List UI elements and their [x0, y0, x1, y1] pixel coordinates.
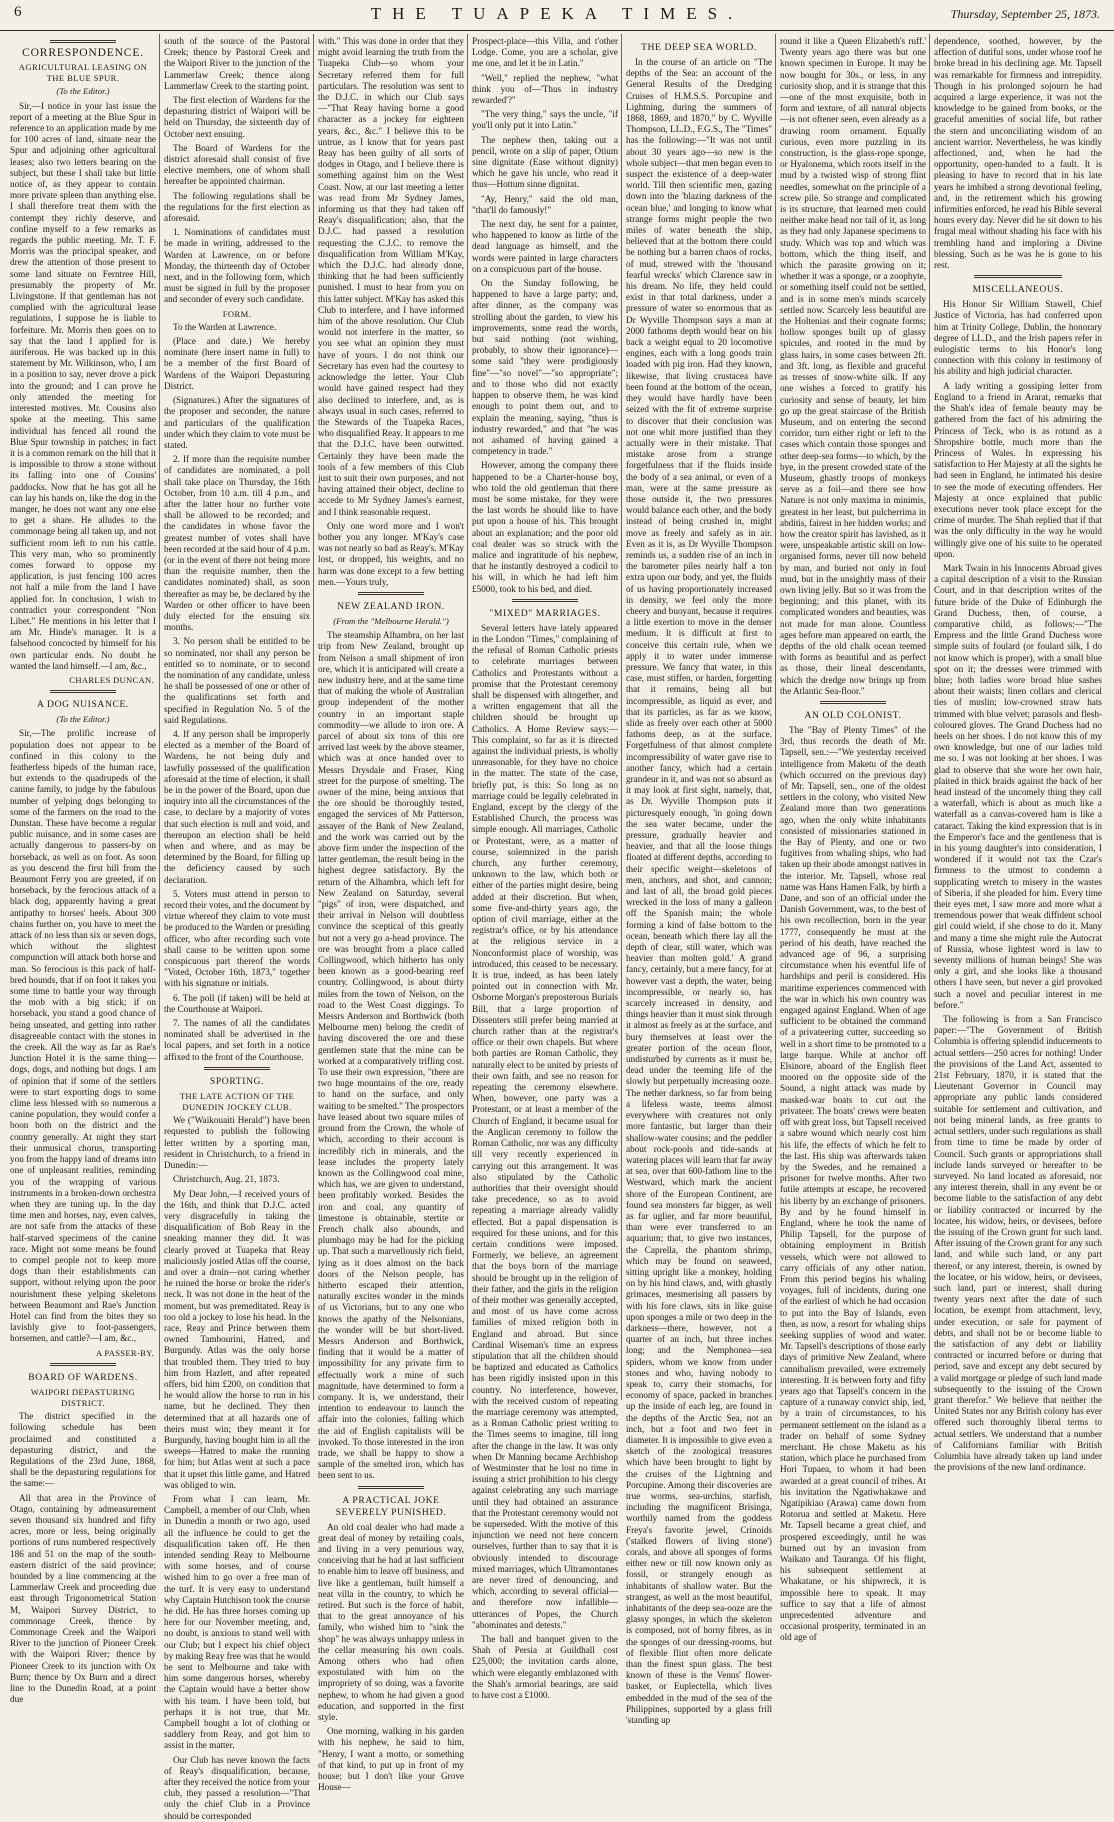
column-4 [472, 36, 618, 1701]
article-paragraph: Only one word more and I won't bother you any longer. M'Kay's case was not nearly so bad as Reay's. M'Kay lost, or dropped, his weights, and no harm was done except to a few betting men.—Yours truly, [318, 520, 464, 587]
section-divider [50, 690, 116, 693]
article-paragraph: Several letters have lately appeared in the London "Times," complaining of the refusal of Roman Catholic priests to celebrate marriages between Catholics and Protestants without a promise that the Protestant ceremony shall be dispensed with altogether, and a written engagement that all the children should be brought up Catholics. A Home Review says:—This complaint, so far as it is directed against the individual priests, is wholly unreasonable, for they have no choice in the matter. The state of the case, briefly put, is this: So long as no marriage could be legally celebrated in England, except by the clergy of the Established Church, the process was simple enough. All marriages, Catholic or Protestant, were, as a matter of course, solemnized in the parish church, any further ceremony, unknown to the law, which both or either of the parties might desire, being added at their discretion. But when, some five-and-thirty years ago, the option of civil marriage, either at the registrar's office, or by his attendance at the religious service in a Nonconformist place of worship, was introduced, this ceased to be necessary. It is true, indeed, as has been lately pointed out in connection with Mr. Osborne Morgan's preposterous Burials Bill, that a large proportion of Dissenters still prefer being married at church rather than at the registrar's office or their own chapels. But where both parties are Roman Catholic, they naturally elect to be united by priests of their own faith, and see no reason for repeating the ceremony elsewhere. When, however, one party was a Protestant, or at least a member of the Church of England, it became usual for the Anglican ceremony to follow the Roman Catholic, nor was any difficulty till very recently experienced in carrying out this arrangement. It was also stipulated by the Catholic authorities that their oversight should take precedence, so as to avoid repeating a marriage already validly effected. But a papal dispensation is required for these unions, and for this certain conditions were imposed. Formerly, we believe, an agreement that the boys born of the marriage should be brought up in the religion of their father, and the girls in the religion of their mother was generally accepted, and most of us have come across families of mixed religion both in England and abroad. But since Cardinal Wiseman's time an express stipulation that all the children should be baptized and educated as Catholics has been rigidly insisted upon in this country. No interference, however, with the received custom of repeating the marriage ceremony was attempted, as a Roman Catholic priest writing to the Times seems to imagine, till long after the change in the law. It was only when Dr Manning became Archbishop of Westminster that he lost no time in issuing a strict prohibition to his clergy against celebrating any such marriage until they had obtained an assurance that the Protestant ceremony would not be superseded. With the motive of this injunction we need not here concern ourselves, further than to say that it is obviously intended to discourage mixed marriages, which Ultramontanes are never tired of denouncing, and which, according to several official—and therefore now infallible—utterances of Popes, the Church "abominates and detests." [472, 622, 618, 1630]
article-paragraph: with." This was done in order that they might avoid learning the truth from the Tuapeka Club—so whom your Secretary referred them for full particulars. The resolution was sent to the D.J.C. in which our Club says—"That Reay having borne a good character as a jockey for eighteen years, &c., &c." I believe this to be untrue, as I know that for years past Reay has been guilty of all sorts of dodges in Otago, and I believe there is something against him on the West Coast. Now, at our last meeting a letter was read from Mr Sydney James, informing us that they had taken off Reay's disqualification; also, that the D.J.C. had passed a resolution requesting the C.J.C. to remove the disqualification from William M'Kay, which the D.J.C. had already done, thinking that he had been sufficiently punished. I must to hear from you on this latter subject. M'Kay has asked this Club to interfere, and I have informed him of the above resolution. Our Club would not interfere in the matter, so you see what an opinion they must have of yours. I do not think our Secretary has even had the courtesy to acknowledge the letter. Your Club would have gained respect had they also declined to interfere, and, as is always usual in such cases, referred to the Stewards of the Tuapeka Races, who disqualified Reay. It appears to me that the D.J.C. have been outwitted. Certainly they have been made the tools of a few members of this Club just to suit their own purposes, and not having attained their object, decline to accede to Mr Sydney James's earnest, and I think reasonable request. [318, 36, 464, 517]
issue-date: Thursday, September 25, 1873. [950, 7, 1100, 21]
article-heading: CORRESPONDENCE. [22, 46, 144, 59]
section-divider [358, 1486, 424, 1489]
masthead [0, 0, 1114, 31]
column-5 [626, 36, 772, 1726]
article-paragraph: The steamship Alhambra, on her last trip from New Zealand, brought up from Nelson a small shipment of iron ore, which it is anticipated will create a new industry here, and at the same time that of making the whole of Australian group independent of the mother country in an important staple commodity—we allude to iron ore. A parcel of about six tons of this ore arrived last week by the above steamer, which was at once handed over to Messrs Drysdale and Fraser, King street for the purpose of smelting. The owner of the mine, being anxious that the ore should be thoroughly tested, engaged the services of Mr Patterson, assayer of the Bank of New Zealand, and the work was carried out by the above firm under the inspection of the latter gentleman, the result being in the highest degree satisfactory. By the return of the Alhambra, which left for New Zealand on Saturday, several "pigs" of iron, were dispatched, and their arrival in Nelson will doubtless convince the sceptical of this greatly but not a very go a-head province. The ore was brought from a place called Collingwood, which hitherto has only been known as a good-bearing reef country. Collingwood, is about thirty miles from the town of Nelson, on the road to the West Coast diggings. To Messrs Anderson and Borthwick (both Melbourne men) belong the credit of having discovered the ore and these gentlemen state that the mine can be worked at a comparatively trifling cost. To use their own expression, "there are two huge mountains of the ore, ready to hand on the surface, and only waiting to be smelted." The prospectors have leased about two square miles of ground from the Crown, the whole of which, according to their account is incredibly rich in minerals, and the lease includes the property lately known as the Collingwood coal mine, which has, we are given to understand, been profitably worked. Besides the iron and coal, any quantity of limestone is obtainable, stertite or French chalk also abounds, and plumbago may be had for the picking up. That such a marvellously rich field, lying as it does almost on the back doors of the Nelson people, has hitherto escaped their attention, naturally excites wonder in the minds of us Victorians, but to any one who knows the apathy of the Nelsonians, the wonder will be but short-lived. Messrs Anderson and Borthwick, finding that it would be a matter of impossibility for any private firm to effectually work a mine of such magnitude, have determined to form a company. It is, we understand, their intention to endeavour to launch the affair into the colonies, falling which the aid of English capitalists will be invoked. To those interested in the iron trade, we shall be happy to show a sample of the smelted iron, which has been sent to us. [318, 630, 464, 1481]
article-paragraph: Prospect-place—this Villa, and t'other Lodge. Come, you are a scholar, give me one, and let it be in Latin." [472, 36, 618, 69]
article-heading: NEW ZEALAND IRON. [337, 600, 445, 612]
article-heading: A DOG NUISANCE. [37, 699, 129, 711]
article-paragraph: (Signatures.) After the signatures of the proposer and seconder, the nature and particulars of the qualification under which they claim to vote must be stated. [164, 395, 310, 450]
column-rule [621, 34, 622, 1400]
section-divider [358, 592, 424, 595]
article-paragraph: Sir,—The prolific increase of population does not appear to be confined in this colony to the featherless bipeds of the human race, but extends to the quadrupeds of the canine family, to judge by the fabulous number of yelping dogs belonging to some of the farmers on the road to the Dunstan. These have become a regular public nuisance, and in some cases are actually dangerous to passers-by on horseback, as well as on foot. As soon as you descend the first hill from the Beaumont Ferry you are greeted, if on horseback, by the ferocious attack of a black dog, apparently having a great antipathy to horses' heels. About 300 chains further on, you have to meet the attack of no less than six or seven dogs, which without the slightest compunction will attack both horse and man. So ferocious is this pack of half-bred hounds, that if on foot it takes you some time to battle your way through the mob with a big stick; if on horseback, you stand a good chance of being unseated, and getting into rather disagreeable contact with the stones in the creek. All the way as far as Rae's Junction Hotel it is the same thing—dogs, dogs, and nothing but dogs. I am of opinion that if some of the settlers were to start exporting dogs to some clime less blessed with so numerous a canine population, they would confer a boon both on the district and the country generally. At night they start their unmusical chorus, transporting you from the happy land of dreams into one of unpleasant realities, reminding you of the wrapping of various instruments in a broken-down orchestra when they are tuning up. In the day time men and horses, nay, even calves, are not safe from the attacks of these half-starved specimens of the canine race. Might not some means be found to compel people not to keep more dogs than their establishments can support, without relying upon the poor nourishment these yelping skeletons between Beaumont and Rae's Junction Hotel can find from the bites they so lavishly give to foot-passengers, horsemen, and cattle?—I am, &c., [10, 728, 156, 1344]
article-paragraph: To the Warden at Lawrence. [173, 321, 277, 332]
column-rule [159, 34, 160, 1400]
article-paragraph: The "Bay of Plenty Times" of the 3rd, thus records the death of Mr. Tapsell, sen.:—"We yesterday received intelligence from Maketu of the death (which occurred on the previous day) of Mr. Tapsell, sen., one of the oldest settlers in the colony, who visited New Zealand more than two generations ago, when the only white inhabitants consisted of missionaries stationed in the Bay of Plenty, and one or two fugitives from whaling ships, who had taken up their abode amongst natives in the interior. Mr. Tapsell, whose real name was Hans Hamen Falk, by birth a Dane, and son of an official under the Danish Government, was, to the best of his own recollection, born in the year 1777, consequently he must at the period of his death, have reached the advanced age of 96, a surprising circumstance when his eventful life of hardships and peril is considered. His maritime experiences commenced with the war in which his own country was engaged against England. When of age sufficient to be obtained the command of a privateering cutter, succeeding so well in a short time to be promoted to a large barque. While at anchor off Elsinore, aboard of the English fleet moored on the opposite side of the Sound, a night attack was made by masked-war boats to cut out the privateer. The boats' crews were beaten off with great loss, but Tapsell received a sabre wound which nearly cost him his life, the effects of which he felt to the last. His ship was afterwards taken by the Swedes, and he remained a prisoner for twelve months. After two futile attempts at escape, he recovered his liberty by an exchange of prisoners. By and by he found himself in England, where he took the name of Philip Tapsell, for the purpose of obtaining employment in British vessels, which were not allowed to carry officials of any other nation. From this period begins his whaling voyages, full of incidents, during one of the earliest of which he had occasion to put into the Bay of Islands, even then, as now, a resort for whaling ships seeking supplies of wood and water. Mr. Tapsell's descriptions of those early days of primitive New Zealand, where cannibalism prevailed, were extremely interesting. It is between forty and fifty years ago that Tapsell's concern in the capture of a runaway convict ship, led, by a train of circumstances, to his permanent settlement on the island as a trader on behalf of some Sydney merchant. He chose Maketu as his station, which place he purchased from Hori Tupaea, to whom it had been awarded at a great council of tribes. At his invitation the Ngatiwhakawe and Ngatipikiao (Arawa) came down from Rotorua and settled at Maketu. Here Mr. Tapsell became a great chief, and prospered exceedingly, until he was burned out by an invasion from Waikato and Tauranga. Of his flight, his subsequent settlement at Whakatane, or his shipwreck, it is impossible here to speak. It may suffice to say that a life of almost unprecedented adventure and occasional prosperity, terminated in an old age of [780, 724, 926, 1643]
article-paragraph: A lady writing a gossiping letter from England to a friend in Ararat, remarks that the Shah's idea of female beauty may be gathered from the fact of his admiring the Princess of Teck, who is as rotund as a Shropshire bottle, much more than the Princess of Wales. In expressing his satisfaction to Her Majesty at all the sights he had seen in England, he intimated his desire to see the mode of executing offenders. Her Majesty at once explained that public executions never took place except for the crime of murder. The Shah replied that if that was the only difficulty in the way he would willingly give one of his suite to be operated upon. [934, 380, 1102, 559]
article-byline: (From the "Melbourne Herald.") [333, 615, 449, 626]
article-subheading: AGRICULTURAL LEASING ON THE BLUE SPUR. [18, 62, 148, 84]
article-paragraph: From what I can learn, Mr. Campbell, a member of our Club, when in Dunedin a month or two ago, used all the influence he could to get the disqualification taken off. He then intended sending Reay to Melbourne with some horses, and of course wished him to go over a free man of the turf. It is very easy to understand why Captain Hutchison took the course he did. He has three horses coming up here for our November meeting, and, no doubt, is anxious to stand well with our Club; but I expect his chief object by making Reay free was that he would be sent to Melbourne and take with him some dangerous horses, whereby the Captain would have a better show with his team. I have been told, but perhaps it is not true, that Mr. Campbell bought a lot of clothing or saddlery from Reay, and got him to assist in the matter. [164, 1493, 310, 1751]
article-paragraph: We ("Waikouaiti Herald") have been requested to publish the following letter written by a sporting man, resident in Christchurch, to a friend in Dunedin:— [164, 1115, 310, 1171]
newspaper-title: THE TUAPEKA TIMES. [370, 4, 744, 23]
article-byline: (To the Editor.) [56, 86, 110, 97]
article-paragraph: "The very thing," says the uncle, "if you'll only put it into Latin." [472, 109, 618, 131]
column-1 [10, 36, 156, 1705]
column-7 [934, 36, 1102, 1473]
article-heading: A PRACTICAL JOKE SEVERELY PUNISHED. [335, 1494, 447, 1518]
column-rule [775, 34, 776, 1400]
article-heading: BOARD OF WARDENS. [28, 1371, 138, 1383]
article-signature: CHARLES DUNCAN. [69, 674, 154, 685]
article-heading: SPORTING. [209, 1075, 265, 1087]
article-paragraph: His Honor Sir William Stawell, Chief Justice of Victoria, has had conferred upon him at Trinity College, Dublin, the honorary degree of LL.D., and the Irish papers refer in eulogistic terms to his Honor's long connection with this colony in testimony of his ability and high judicial character. [934, 299, 1102, 377]
article-heading: THE DEEP SEA WORLD. [641, 42, 757, 53]
column-rule [313, 34, 314, 1400]
article-paragraph: The Board of Wardens for the district aforesaid shall consist of five elective members, one of whom shall hereafter be appointed chairman. [164, 142, 310, 187]
article-paragraph: 1. Nominations of candidates must be made in writing, addressed to the Warden at Lawrence, on or before Monday, the thirteenth day of October next, and in the following form, which must be signed in full by the proposer and seconder of every such candidate. [164, 227, 310, 305]
article-paragraph: Sir,—I notice in your last issue the report of a meeting at the Blue Spur in reference to an application made by me for 100 acres of land, situate near the Spur and adjoining other agricultural leases; also two letters bearing on the subject, but these I shall take but little notice of, as they appear to contain more private spleen than anything else. I shall therefore treat them with the contempt they richly deserve, and confine myself to a few remarks as regards the public meeting. Mr. T. F. Morris was the principal speaker, and drew the attention of those present to some land situate on Ferntree Hill, presumably the property of Mr. Livingstone. If that gentleman has not complied with the agricultural lease regulations, I suppose he is liable to forfeiture. Mr. Morris then goes on to say that the land I applied for is auriferous. He was backed up in this statement by Mr. Wilkinson, who, I am in a position to say, never drove a pick into the ground; and I can prove he only attended the meeting for interested motives. Mr. Cousins also spoke at the meeting. This same individual has fenced all round the Blue Spur township in patches; in fact it is a common remark on the hill that it is impossible to throw a stone without its falling into one of Cousins' paddocks. Now that he has got all he can lay his hands on, like the dog in the manger, he does not want any one else to get a share. He alludes to the commonage being all taken up, and not sufficient room left to run his cattle. This very man, who so prominently comes forward to oppose my application, is just fencing 100 acres not half a mile from the land I have applied for. In conclusion, I wish to contradict your correspondent "Non Libet." He mentions in his letter that I am Mr. Hinde's manager. It is a falsehood concocted by himself for his own particular ends. No doubt he wanted the land himself.—I am, &c., [10, 100, 156, 671]
article-paragraph: The ball and banquet given to the Shah of Persia at Guildhall cost £25,000; the invitation cards alone, which were elegantly emblazoned with the Shah's armorial bearings, are said to have cost a £1000. [472, 1634, 618, 1701]
article-subheading: WAIPORI DEPASTURING DISTRICT. [30, 1386, 136, 1408]
column-rule [467, 34, 468, 1400]
article-paragraph: The nephew then, taking out a pencil, wrote on a slip of paper, Otium sine dignitate (Ease without dignity) which he gave his uncle, who read it thus—Hottum sinne dignitat. [472, 134, 618, 190]
article-heading: AN OLD COLONIST. [804, 709, 902, 721]
article-paragraph: In the course of an article on "The depths of the Sea: an account of the General Results of the Dredging Cruises of H.M.S.S. Porcupine and Lightning, during the summers of 1868, 1869, and 1870," by C. Wyville Thompson, LL.D., F.G.S., The "Times" has the following:—"It was not until about 30 years ago—so new is the whole subject—that men began even to suspect the existence of a deep-water world. Till then scientific men, gazing down into the 'blazing darkness of the ocean blue,' and longing to know what strange forms might people the two miles of water beneath the ship, believed that at the bottom there could be nothing but a barren chaos of rocks, of mud, strewed with the 'thousand fearful wrecks' which Clarence saw in his dream. No life, they held could exist in that total darkness, under a pressure of water so enormous that as Dr Wyville Thompson says a man at 2000 fathoms depth would bear on his back a weight equal to 20 locomotive engines, each with a long goods train loaded with pig iron. Had they known, likewise, that living crustacea have been found at the bottom of the ocean, they would have hardly have been seized with the fit of extreme surprise to discover that their conclusion was not one whit more justified than they actually were in their mistake. That mistake arose from a strange forgetfulness that if the fluids inside the body of a sea animal, or even of a man, were at the same pressure as those outside it, the two pressures would balance each other, and the body instead of being crushed in, might move as freely and safely as in air. Even as it is, as Dr Wyville Thompson reminds us, a sudden rise of an inch in the barometer piles nearly half a ton extra upon our body, and yet, the fluids of us having proportionately increased in density, we feel only the more cheery and buoyant, because it requires a little exertion to move in the denser medium. It is difficult at first to conceive this certain rule, when we apply it to water under immense pressure. We fancy that water, in this case, must stiffen, or harden, forgetting that it remains, being all but incompressible, as liquid as ever, and that its particles, as far as we know, slide as freely over each other at 5000 fathoms deep, as at the surface. Forgetfulness of that almost complete incompressibility of water gave rise to another fancy, which had a certain grandeur in it, and was not so absurd as it may look at first sight, namely, that, as Dr. Wyville Thompson puts it picturesquely enough, 'in going down the sea water became, under the pressure, gradually heavier and heavier, and that all the loose things floated at different depths, according to their specific weight—skeletons of men, anchors, and shot, and cannon; and last of all, the broad gold pieces wrecked in the loss of many a galleon off the Spanish main; the whole forming a kind of false bottom to the ocean, beneath which there lay all the depth of clear, still water, which was heavier than molten gold.' A grand fancy, certainly, but a mere fancy, for at however vast a depth, the water, being incompressible, or nearly so, has scarcely increased in density, and things heavier than it must sink through it almost as freely as at the surface, and bury themselves at least over the greater portion of the ocean floor, undisturbed by currents as it must be, dead under the teeming life of the slowly but perpetually increasing ooze. The nether darkness, so far from being a lifeless waste, teems almost everywhere with creatures not only more fantastic, but larger than their shallow-water cousins; and the peddler about rock-pools and tide-sands at watering places will learn that far away at sea, over that 600-fathom line to the Westward, which mark the ancient shore of the European Continent, are found sea monsters far bigger, as well as far uglier, and far more beautiful, than were ever transferred to an aquarium; that, to give two instances, the Caprella, the phantom shrimp, which may be found on seaweed, sitting upright like a monkey, holding on by his hind claws, and, with ghastly grimaces, mesmerising all passers by with his fore claws, sits in like guise upon sponges a mile or two deep in the darkness—there, however, not a quarter of an inch, but three inches long; and the Nemphonea—sea spiders, whom we know from under stones and who, having nobody to speak to, carry their stomachs, for economy of space, packed in branches up the inside of each leg, are found in the depths of the Arctic Sea, not an inch, but a foot and two feet in diameter. It is impossible to give even a sketch of the zoological treasures which have been brought to light by the cruises of the Lightning and Porcupine. Among their discoveries are true worms, sea-urchins, starfish, including the magnificent Brisinga, worthily named from the goddess Freya's favorite jewel, Crinoids ('stalked flowers of living stone') corals, and above all sponges of forms either new or till now known only as fossil, or strangely enough as inhabitants of shallow water. But the strangest, as well as the most beautiful, inhabitants of the deep sea-ooze are the glassy sponges, in which the skeleton is composed, not of horny fibres, as in the sponges of our dressing-rooms, but of flexible flint often more delicate than the finest spun glass. The best known of these is the Venus' flower-basket, or Euplectella, which lives embedded in the mud of the sea of the Philippines, supported by a glass frill 'standing up [626, 57, 772, 1726]
article-paragraph: 3. No person shall be entitled to be so nominated, nor shall any person be entitled so to nominate, or to second the nomination of any candidate, unless he shall be possessed of one or other of the qualifications set forth and specified in Regulation No. 5 of the said Regulations. [164, 636, 310, 725]
article-heading: MISCELLANEOUS. [972, 284, 1064, 296]
section-divider [50, 40, 116, 43]
article-signature: A PASSER-BY. [95, 1347, 154, 1358]
article-paragraph: The following regulations shall be the regulations for the first election as aforesaid. [164, 190, 310, 224]
section-divider [204, 1067, 270, 1070]
article-subheading: FORM. [222, 308, 252, 319]
article-paragraph: One morning, walking in his garden with his nephew, he said to him, "Henry, I want a motto, or something of that kind, to put up in front of my house; but I don't like your Grove House— [318, 1726, 464, 1793]
column-3 [318, 36, 464, 1793]
article-paragraph: 4. If any person shall be improperly elected as a member of the Board of Wardens, he not being duly and lawfully possessed of the qualification aforesaid at the time of election, it shall be in the power of the Board, upon due inquiry into all the circumstances of the case, to declare by a majority of votes that such election is null and void, and thereupon an election shall be held when and where, and as may be determined by the Board, for filling up the deficiency caused by such declaration. [164, 728, 310, 885]
article-subheading: THE LATE ACTION OF THE DUNEDIN JOCKEY CLUB. [179, 1090, 295, 1113]
article-heading: "MIXED" MARRIAGES. [489, 607, 601, 619]
article-paragraph: 5. Voters must attend in person to record their votes, and the document by virtue whereof they claim to vote must be produced to the Warden or presiding officer, who after recording such vote shall cause to be written upon some conspicuous part thereof the words "Voted, October 16th, 1873," together with his signature or initials. [164, 888, 310, 989]
section-divider [820, 701, 886, 704]
section-divider [512, 599, 578, 602]
article-paragraph: The first election of Wardens for the depasturing district of Waipori will be held on Thursday, the sixteenth day of October next ensuing. [164, 95, 310, 139]
article-paragraph: Our Club has never known the facts of Reay's disqualification, because, after they received the notice from your club, they passed a resolution—"That only the chief Club in a Province should be corresponded [164, 1754, 310, 1821]
article-paragraph: All that area in the Province of Otago, containing by admeasurement seven thousand six hundred and fifty acres, more or less, being originally portions of runs numbered respectively 186 and 51 on the map of the south-eastern district of the said province; bounded by a line commencing at the Lammerlaw Creek and proceeding due east through Trigonometrical Station M, Waipori Survey District, to commonage Creek, thence by Commonage Creek and the Waipori River to the junction of Pioneer Creek with the Waipori River; thence by Pioneer Creek to its junction with Ox Burn; thence by Ox Burn and a direct line to the Dunedin Road, at a point due [10, 1492, 156, 1705]
article-paragraph: "Well," replied the nephew, "what think you of—'Thus in industry rewarded'?" [472, 72, 618, 106]
article-paragraph: 7. The names of all the candidates nominated shall be advertised in the local papers, and set forth in a notice affixed to the front of the Courthouse. [164, 1018, 310, 1062]
article-paragraph: An old coal dealer who had made a great deal of money by retailing coals, and living in a very penurious way, conceiving that he had at last sufficient to enable him to leave off business, and live like a gentleman, built himself a neat villa in the country, to which he retired. But such is the force of habit, that to the great annoyance of his family, who wished him to "sink the shop" he was always unhappy unless in the cellar measuring his own coals. Among others who had often expostulated with him on the impropriety of so doing, was a favorite nephew, to whom he had given a good education, and supported in the first style. [318, 1521, 464, 1723]
article-paragraph: (Place and date.) We hereby nominate (here insert name in full) to be a member of the first Board of Wardens of the Waipori Depasturing District. [164, 336, 310, 391]
section-divider [50, 1363, 116, 1366]
article-paragraph: My Dear John,—I received yours of the 16th, and think that D.J.C. acted very disgracefully in taking the disqualification of Bob Reay in the sneaking manner they did. It was clearly proved at Tuapeka that Reay maliciously jostled Atlas off the course, and over a drain—not caring whether he ruined the horse or broke the rider's neck. It was not done in the heat of the moment, but was premeditated. Reay is too old a jockey to lose his head. In the race, Reay and Prince between them owned Tambourini, Hatred, and Burgundy. Atlas was the only horse that troubled them. They tried to buy him from Hazlett, and after repeated offers, bid him £200, on condition that he would allow the horse to run in his name, but he declined. They then determined that at all hazards one of theirs must win; they meant it for Burgundy, having bought him in all the sweeps—Hatred to make the running for him; but Atlas went at such a pace that it upset this little game, and Hatred was obliged to win. [164, 1188, 310, 1490]
article-paragraph: "Ay, Henry," said the old man, "that'll do famously!" [472, 193, 618, 215]
article-paragraph: Mark Twain in his Innocents Abroad gives a capital description of a visit to the Russian Court, and in that description writes of the future bride of the Duke of Edinburgh the Grand Duchess, then, of course, a comparative child, as follows:—"The Empress and the little Grand Duchess wore simple suits of foulard (or foulard silk, I do not know which is proper), with a small blue spot on it; the dresses were trimmed with blue; both ladies wore broad blue sashes about their waists; linen collars and clerical ties of muslin; low-crowned straw hats trimmed with blue velvet; parasols and flesh-coloured gloves. The Grand Duchess had no heels on her shoes. I do not know this of my own knowledge, but one of our ladies told me so. I was not looking at her shoes. I was glad to observe that she wore her own hair, plaited in thick braids against the back of her head instead of the uncomely thing they call a waterfall, which is about as much like a waterfall as a canvas-covered ham is like a cataract. Taking the kind expression that is in the Emperor's face and the gentleness that is in his young daughter's into consideration, I wondered if it would not tax the Czar's firmness to the utmost to condemn a supplicating wretch to misery in the wastes of Siberia, if she pleaded for him. Every time their eyes met, I saw more and more what a tremendous power that weak diffident school girl could wield, if she chose to do it. Many and many a time she might rule the Autocrat of Russia, whose lightest word is law to seventy millions of human beings! She was only a girl, and she looks like a thousand others I have seen, but never a girl provoked such a novel and peculiar interest in me before." [934, 562, 1102, 1010]
article-paragraph: dependence, soothed, however, by the affection of dutiful sons, under whose roof he broke bread in his declining age. Mr. Tapsell was remarkable for firmness and intrepidity. Though in his prolonged sojourn he had acquired a large experience, it was not the knowledge to be gained from books, or the graceful amenities of social life, but rather the stern and unconciliating wisdom of an ancient warrior. Nevertheless, he was kindly affectioned, and, when he had the opportunity, open-handed to a fault. It is pleasing to have to record that in his late years he imbibed a strong devotional feeling, and, in the retirement which his growing infirmities enforced, he read his Bible several hours every day. Never did he sit down to his frugal meal without shading his face with his trembling hand and imploring a Divine blessing. Such as he was he is gone to his rest. [934, 36, 1102, 271]
article-paragraph: round it like a Queen Elizabeth's ruff.' Twenty years ago there was but one known specimen in Europe. It may be now bought for 30s., or less, in any curiosity shop, and it is strange that this—one of the most exquisite, both in form and texture, of all natural objects—is not oftener seen, even already as a drawing room ornament. Equally curious, even more puzzling in its construction, is the glass-rope sponge, or Hyalonema, which roots itself in the mud by a twisted wisp of strong flint needles, somewhat on the principle of a screw pile. So strange and complicated is its structure, that learned men could neither make head nor tail of it, as long as they had only Japanese specimens to study. Which was top and which was bottom, which the thing itself, and which the parasite growing on it; whether it was a sponge, or a zoophyte, or something itself could not be settled, and is in some men's minds scarcely settled now. Scarcely less beautiful are the Holtenias and their cognate forms; hollow sponges built up of glassy spicules, and rooted in the mud by glass hairs, in some cases between 2ft. and 3ft. long, as flexible and graceful as tresses of snow-white silk. If any one wishes a forced to gratify his curiosity and sense of beauty, let him go up the great staircase of the British Museum, and on entering the second corridor, turn either right or left to the cases which contain those sponges and other deep-sea forms—to which, by the bye, in the present crowded state of the Museum, ghastly troops of monkeys serve as a foil—and there see how Nature is not only maxima in minimis, greatest in her least, but pulcherrima in abditis, fairest in her hidden works; and how the creator spirit has lavished, as it were, unspeakable artistic skill on low-organised forms, never till now beheld by man, and buried not only in foul mud, but in the unsightly mass of their own living jelly. But so it was from the beginning; and this planet, with its complicated wonders and beauties, was not made for man alone. Countless ages before man appeared on earth, the depths of the old chalk ocean teemed with forms as beautiful and as perfect as those, their lineal descendants, which the dredge now brings up from the Atlantic Sea-floor." [780, 36, 926, 696]
column-2 [164, 36, 310, 1821]
article-paragraph: However, among the company there happened to be a Charter-house boy, who told the old gentleman that there must be some mistake, for they were the last words he should like to have put upon a house of his. This brought about an explanation; and the poor old coal dealer was so struck with the malice and ingratitude of his nephew, that he instantly destroyed a codicil to his will, in which he had left him £5000, took to his bed, and died. [472, 460, 618, 594]
article-paragraph: south of the source of the Pastoral Creek; thence by Pastoral Creek and the Waipori River to the junction of the Lammerlaw Creek; thence along Lammerlaw Creek to the starting point. [164, 36, 310, 91]
article-paragraph: 6. The poll (if taken) will be held at the Courthouse at Waipori. [164, 992, 310, 1014]
article-paragraph: On the Sunday following, he happened to have a large party; and, after dinner, as the company was strolling about the garden, to view his improvements, some read the words, but said nothing (not wishing, probably, to show their ignorance)—some said "they were prodigiously fine"—"so novel"—"so appropriate"; and to those who did not exactly happen to observe them, he was kind enough to point them out, and to explain the meaning, saying, "thus is industry rewarded," and that "he was not ashamed of having gained a competency in trade." [472, 278, 618, 457]
column-6 [780, 36, 926, 1643]
section-divider [974, 275, 1062, 278]
article-paragraph: The following is from a San Francisco paper:—"The Government of British Columbia is offering splendid inducements to actual settlers—250 acres for nothing! Under the provisions of the Land Act, assented to 21st February, 1870, it is stated that the Lieutenant Governor in Council may appropriate any public lands considered suitable for settlement and cultivation, and not being mineral lands, as free grants to actual settlers, under such regulations as shall from time to time be made by order of Council. Such grants or appropriations shall include lands surveyed or hereafter to be surveyed. No land located as aforesaid, nor any interest therein, shall in any event be or become liable to the satisfaction of any debt or liability contracted or incurred by the locatee, his widow, heirs, or devisees, before the issuing of the Crown grant for such land. After issuing of the Crown grant for any such land, and while such land, or any part thereof, or any interest, therein, is owned by the locatee, or his widow, heirs, or devisees, such land, part or interest, shall during twenty years next after the date of such location, be exempt from attachment, levy, under execution, or sale for payment of debts, and shall not be or become liable to the satisfaction of any debt or liability contracted or incurred before or during that period, save and except any debt secured by a valid mortgage or pledge of such land made subsequently to the issuing of the Crown grant therefor." We believe that neither the United States nor any British colony has ever offered such thoroughly liberal terms to actual settlers. We understand that a number of Californians familiar with British Columbia have already taken up land under the provisions of the new land ordinance. [934, 1014, 1102, 1473]
article-paragraph: 2. If more than the requisite number of candidates are nominated, a poll shall take place on Thursday, the 16th October, from 10 a.m. till 4 p.m., and after the latter hour no further vote shall be allowed to be recorded; and the candidates in whose favor the greatest number of votes shall have been recorded at the said hour of 4 p.m. (or in the event of there not being more than the requisite number, then the candidates nominated) shall, as soon thereafter as may be, be declared by the Warden or other officer to have been duly elected for the ensuing six months. [164, 454, 310, 633]
article-paragraph: Christchurch, Aug. 21, 1873. [173, 1174, 280, 1185]
column-rule [929, 34, 930, 1400]
article-byline: (To the Editor.) [56, 714, 110, 725]
article-paragraph: The district specified in the following schedule has been proclaimed and constituted a depasturing district, and the Regulations of the 23rd June, 1868, shall be the depasturing regulations for the same:— [10, 1411, 156, 1489]
page-number: 6 [14, 4, 22, 20]
article-paragraph: The next day, he sent for a painter, who happened to know as little of the dead language as himself, and the words were painted in large characters on a conspicuous part of the house. [472, 219, 618, 274]
